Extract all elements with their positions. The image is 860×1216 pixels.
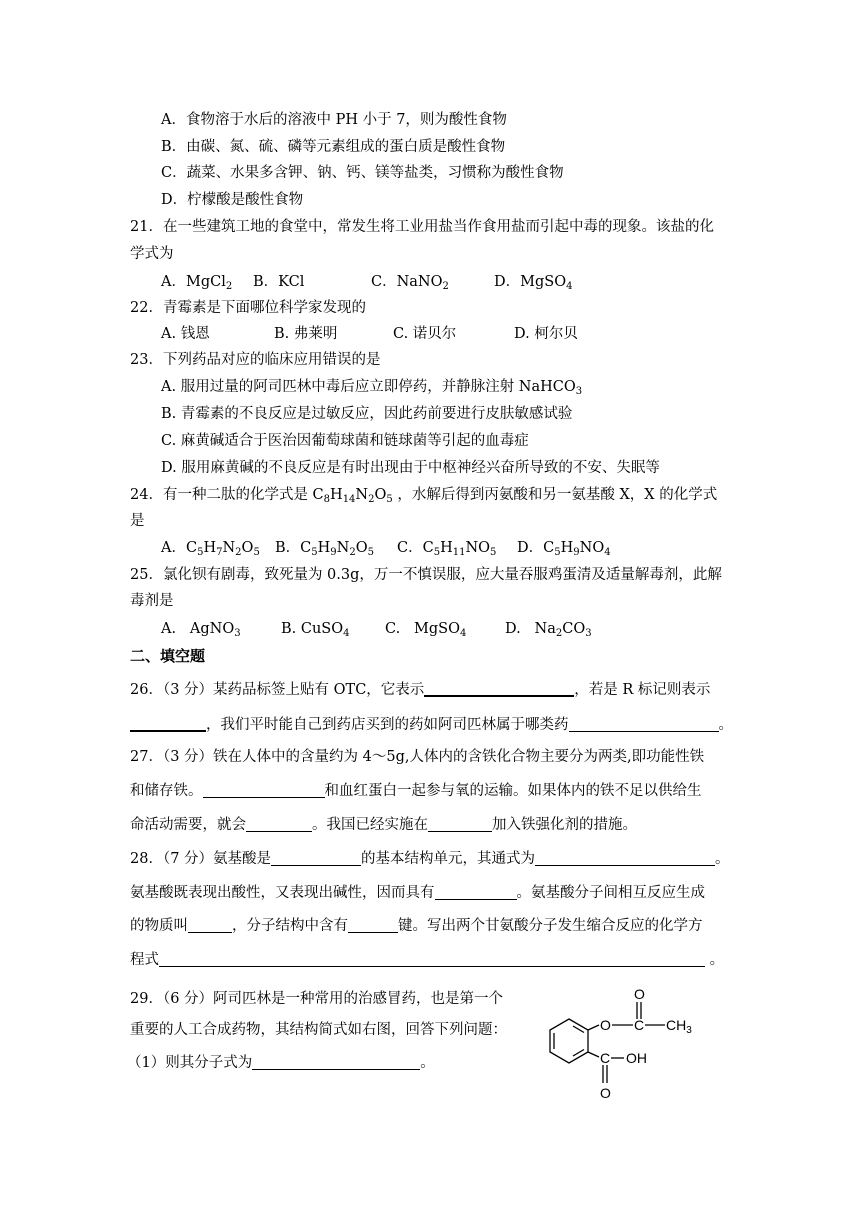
aspirin-structure-diagram [535, 985, 705, 1110]
q20-option-c: C．蔬菜、水果多含钾、钠、钙、镁等盐类，习惯称为酸性食物 [161, 165, 564, 181]
q20-option-d: D．柠檬酸是酸性食物 [161, 192, 304, 208]
q27-blank-1[interactable] [203, 781, 325, 798]
q27-line3: 命活动需要，就会 。我国已经实施在 加入铁强化剂的措施。 [130, 817, 637, 833]
q23-option-a: A. 服用过量的阿司匹林中毒后应立即停药，并静脉注射 NaHCO$_3$ [161, 379, 583, 397]
q21-option-c: C．NaNO$_2$ [371, 274, 449, 292]
q21-option-a: A．MgCl$_2$ [161, 274, 233, 292]
q25-stem-line2: 毒剂是 [130, 593, 174, 609]
q24-option-c: C．$C_5H_{11}NO_5$ [397, 540, 497, 558]
q24-stem-line2: 是 [130, 513, 145, 529]
struct-OH: OH [626, 1050, 647, 1066]
struct-C2: C [600, 1050, 611, 1066]
q24-option-a: A．$C_5H_7N_2O_5$ [161, 540, 260, 558]
struct-O-bottom: O [600, 1085, 611, 1101]
q22-option-b: B. 弗莱明 [274, 326, 338, 342]
q23-option-b: B. 青霉素的不良反应是过敏反应，因此药前要进行皮肤敏感试验 [161, 406, 573, 422]
q29-line2: 重要的人工合成药物，其结构简式如右图，回答下列问题： [130, 1022, 507, 1038]
q27-blank-2[interactable] [246, 815, 312, 832]
q21-stem-line2: 学式为 [130, 246, 174, 262]
struct-O-ring: O [600, 1017, 611, 1033]
q26-blank-2[interactable] [130, 714, 206, 732]
q27-blank-3[interactable] [428, 815, 492, 832]
q22-options [161, 324, 578, 344]
q28-line1: 28．（7 分）氨基酸是 的基本结构单元，其通式为 。 [130, 851, 730, 867]
q23-stem: 23．下列药品对应的临床应用错误的是 [130, 352, 381, 368]
q24-option-d: D．$C_5H_9NO_4$ [517, 540, 611, 558]
q28-line3: 的物质叫 ，分子结构中含有 键。写出两个甘氨酸分子发生缩合反应的化学方 [130, 918, 703, 934]
struct-C1: C [634, 1017, 645, 1033]
q28-blank-1[interactable] [271, 849, 361, 866]
q26-line1: 26．（3 分）某药品标签上贴有 OTC，它表示 ，若是 R 标记则表示 [130, 679, 710, 700]
q29-line1: 29．（6 分）阿司匹林是一种常用的治感冒药，也是第一个 [130, 991, 504, 1007]
benzene-ring [550, 1019, 588, 1063]
section-heading-fill-in: 二、填空题 [130, 647, 206, 665]
q25-options [161, 619, 592, 639]
q24-option-b: B．$C_5H_9N_2O_5$ [275, 540, 374, 558]
q29-sub1: （1）则其分子式为 。 [127, 1055, 435, 1071]
q29-blank-1[interactable] [252, 1053, 420, 1070]
q26-blank-3[interactable] [569, 715, 719, 732]
q28-blank-5[interactable] [348, 916, 398, 933]
q28-blank-3[interactable] [435, 883, 517, 900]
q25-option-d: D. $Na_2CO_3$ [505, 621, 592, 639]
q28-line4: 程式 。 [130, 952, 725, 968]
q21-stem-line1: 21．在一些建筑工地的食堂中，常发生将工业用盐当作食用盐而引起中毒的现象。该盐的化 [130, 219, 714, 235]
struct-CH3: $CH_3$ [666, 1017, 692, 1036]
q22-option-d: D. 柯尔贝 [514, 326, 578, 342]
q23-option-d: D. 服用麻黄碱的不良反应是有时出现由于中枢神经兴奋所导致的不安、失眠等 [161, 460, 660, 476]
q22-stem: 22．青霉素是下面哪位科学家发现的 [130, 300, 366, 316]
q27-line2: 和储存铁。 和血红蛋白一起参与氧的运输。如果体内的铁不足以供给生 [130, 783, 702, 799]
q25-option-c: C. MgSO$_4$ [385, 621, 467, 639]
q28-line2: 氨基酸既表现出酸性，又表现出碱性，因而具有 。氨基酸分子间相互反应生成 [130, 885, 705, 901]
q25-option-b: B. CuSO$_4$ [281, 621, 350, 639]
q21-options [161, 272, 572, 292]
q22-option-a: A. 钱恩 [161, 326, 210, 342]
q25-option-a: A. AgNO$_3$ [161, 621, 241, 639]
ester-bond [588, 1025, 599, 1030]
q21-option-d: D．MgSO$_4$ [494, 274, 573, 292]
q22-option-c: C. 诺贝尔 [393, 326, 457, 342]
q28-blank-4[interactable] [188, 916, 232, 933]
struct-O-top: O [634, 986, 645, 1002]
q20-option-b: B．由碳、氮、硫、磷等元素组成的蛋白质是酸性食物 [161, 139, 506, 155]
q25-stem-line1: 25．氯化钡有剧毒，致死量为 0.3g，万一不慎误服，应大量吞服鸡蛋清及适量解毒剂，此解 [130, 567, 722, 583]
q23-option-c: C. 麻黄碱适合于医治因葡萄球菌和链球菌等引起的血毒症 [161, 433, 529, 449]
q27-line1: 27．（3 分）铁在人体中的含量约为 4～5g,人体内的含铁化合物主要分为两类,即功能性铁 [130, 749, 705, 765]
q21-option-b: B．KCl [253, 274, 305, 290]
q28-blank-6[interactable] [159, 950, 705, 967]
q26-blank-1[interactable] [424, 679, 574, 697]
q26-line2: ，我们平时能自己到药店买到的药如阿司匹林属于哪类药 。 [130, 714, 733, 735]
q24-options [161, 538, 611, 558]
q24-stem-line1: 24．有一种二肽的化学式是 $C_8H_{14}N_2O_5$ ，水解后得到丙氨酸和另一氨基酸 X，X 的化学式 [130, 487, 718, 505]
q28-blank-2[interactable] [535, 849, 715, 866]
q20-option-a: A．食物溶于水后的溶液中 PH 小于 7，则为酸性食物 [161, 112, 507, 128]
